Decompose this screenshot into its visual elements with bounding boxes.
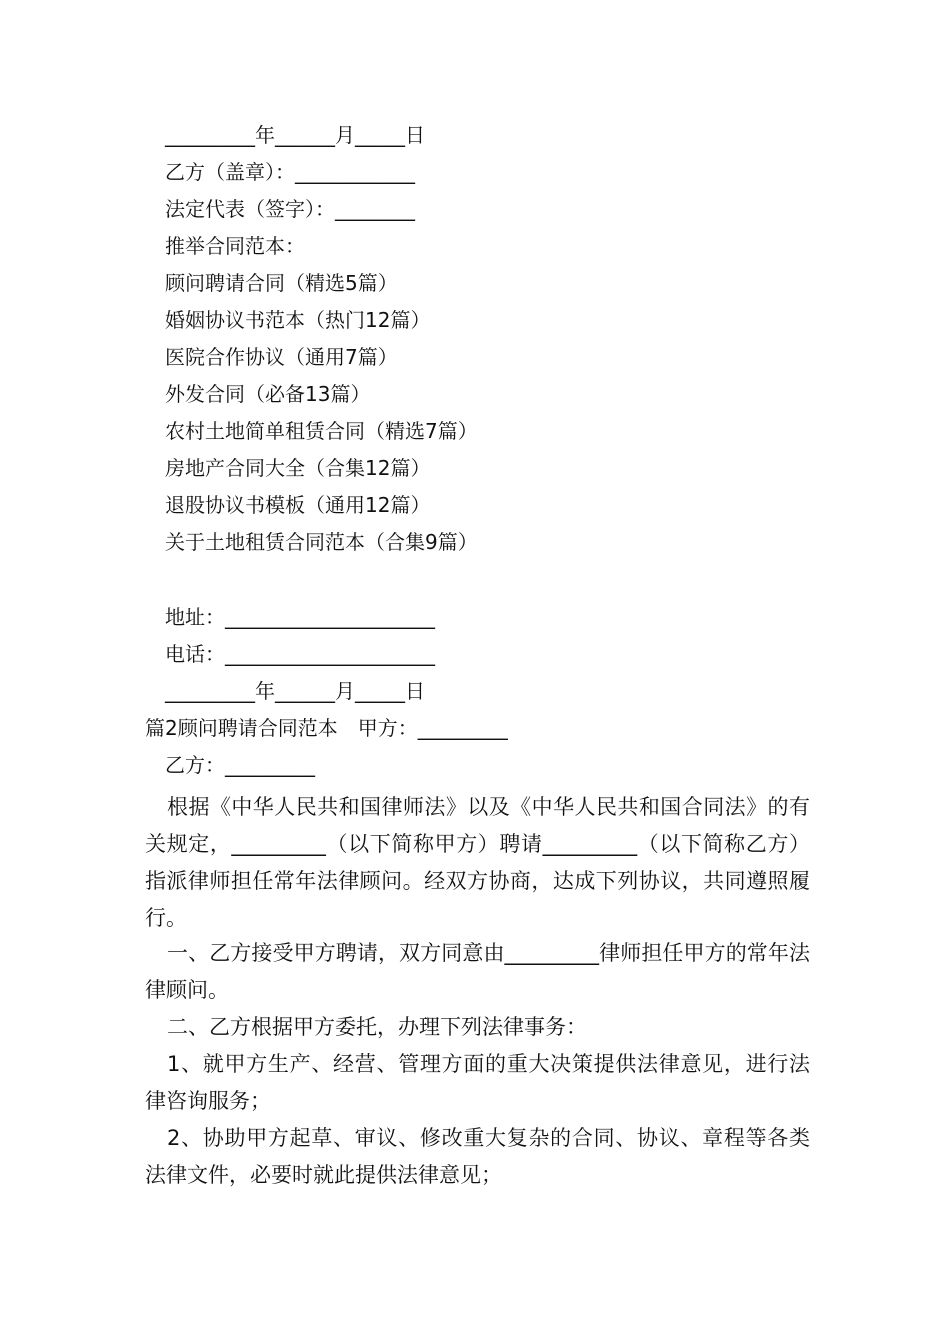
phone-line: 电话：_____________________ bbox=[165, 642, 435, 666]
recommended-link-2[interactable]: 婚姻协议书范本（热门12篇） bbox=[165, 308, 431, 332]
party-b-seal-line: 乙方（盖章）：____________ bbox=[165, 160, 415, 184]
recommended-link-5[interactable]: 农村土地简单租赁合同（精选7篇） bbox=[165, 419, 478, 443]
recommended-link-4[interactable]: 外发合同（必备13篇） bbox=[165, 382, 371, 406]
recommended-link-7[interactable]: 退股协议书模板（通用12篇） bbox=[165, 493, 431, 517]
legal-rep-sign-line: 法定代表（签字）：________ bbox=[165, 197, 415, 221]
recommended-link-8[interactable]: 关于土地租赁合同范本（合集9篇） bbox=[165, 530, 478, 554]
contact-date-line: _________年______月_____日 bbox=[165, 679, 425, 703]
article2-paragraph-item-2: 2、协助甲方起草、审议、修改重大复杂的合同、协议、章程等各类法律文件，必要时就此提供法律意见； bbox=[145, 1126, 810, 1187]
recommended-link-1[interactable]: 顾问聘请合同（精选5篇） bbox=[165, 271, 398, 295]
article2-paragraph-preamble: 根据《中华人民共和国律师法》以及《中华人民共和国合同法》的有关规定，_________（以下简称甲方）聘请_________（以下简称乙方）指派律师担任常年法律顾问。经双方协商，达成下列协议，共同遵照履行。 bbox=[145, 795, 810, 930]
article2-title: 篇2顾问聘请合同范本 甲方：_________ bbox=[145, 716, 508, 740]
article2-paragraph-clause-1: 一、乙方接受甲方聘请，双方同意由_________律师担任甲方的常年法律顾问。 bbox=[145, 941, 810, 1002]
signature-date-line: _________年______月_____日 bbox=[165, 123, 425, 147]
recommended-link-6[interactable]: 房地产合同大全（合集12篇） bbox=[165, 456, 431, 480]
recommended-heading: 推举合同范本： bbox=[165, 234, 305, 258]
article2-paragraph-clause-2: 二、乙方根据甲方委托，办理下列法律事务： bbox=[167, 1015, 587, 1039]
recommended-link-3[interactable]: 医院合作协议（通用7篇） bbox=[165, 345, 398, 369]
article2-paragraph-item-1: 1、就甲方生产、经营、管理方面的重大决策提供法律意见，进行法律咨询服务； bbox=[145, 1052, 810, 1113]
address-line: 地址：_____________________ bbox=[165, 605, 435, 629]
article2-party-b: 乙方：_________ bbox=[165, 753, 315, 777]
